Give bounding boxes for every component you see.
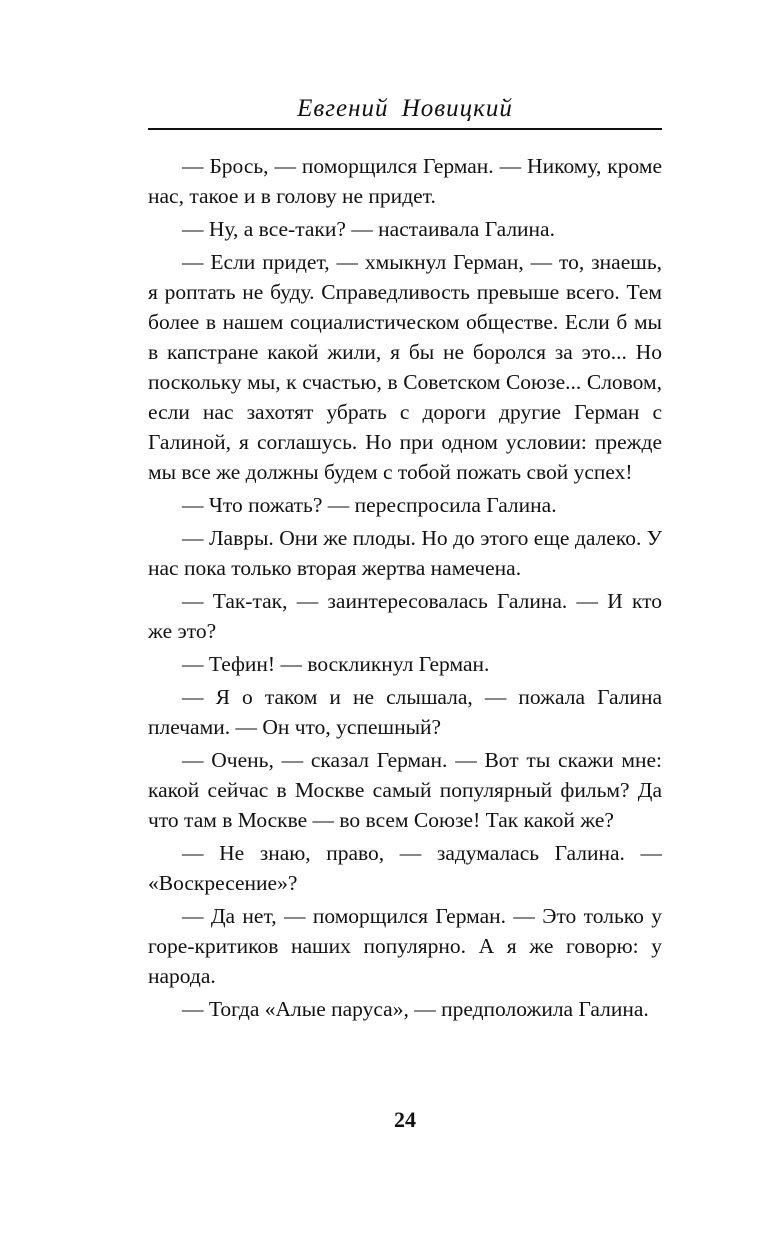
paragraph: — Очень, — сказал Герман. — Вот ты скажи мне: какой сейчас в Москве самый популярный фильм? Да что там в Москве — во всем Союзе! Так какой же? (148, 748, 662, 832)
paragraph: — Я о таком и не слышала, — пожала Галина плечами. — Он что, успешный? (148, 685, 662, 739)
page-number: 24 (394, 1107, 416, 1132)
paragraph: — Ну, а все-таки? — настаивала Галина. (182, 217, 555, 241)
header-divider (148, 128, 662, 130)
paragraph: — Что пожать? — переспросила Галина. (182, 493, 557, 517)
paragraph: — Тогда «Алые паруса», — предположила Галина. (182, 997, 649, 1021)
paragraph: — Лавры. Они же плоды. Но до этого еще далеко. У нас пока только вторая жертва намечена. (148, 526, 662, 580)
body-text (148, 151, 662, 1027)
paragraph: — Брось, — поморщился Герман. — Никому, кроме нас, такое и в голову не придет. (148, 154, 662, 208)
paragraph: — Тефин! — воскликнул Герман. (182, 652, 490, 676)
running-header-author: Евгений Новицкий (297, 95, 513, 122)
paragraph: — Да нет, — поморщился Герман. — Это только у горе-критиков наших популярно. А я же говорю: у народа. (148, 904, 662, 988)
paragraph: — Если придет, — хмыкнул Герман, — то, знаешь, я роптать не буду. Справедливость превыше всего. Тем более в нашем социалистическом обществе. Если б мы в капстране какой жили, я бы не боролся за это... Но поскольку мы, к счастью, в Советском Союзе... Словом, если нас захотят убрать с дороги другие Герман с Галиной, я соглашусь. Но при одном условии: прежде мы все же должны будем с тобой пожать свой успех! (148, 250, 662, 484)
paragraph: — Так-так, — заинтересовалась Галина. — И кто же это? (148, 589, 662, 643)
paragraph: — Не знаю, право, — задумалась Галина. — «Воскресение»? (148, 841, 662, 895)
